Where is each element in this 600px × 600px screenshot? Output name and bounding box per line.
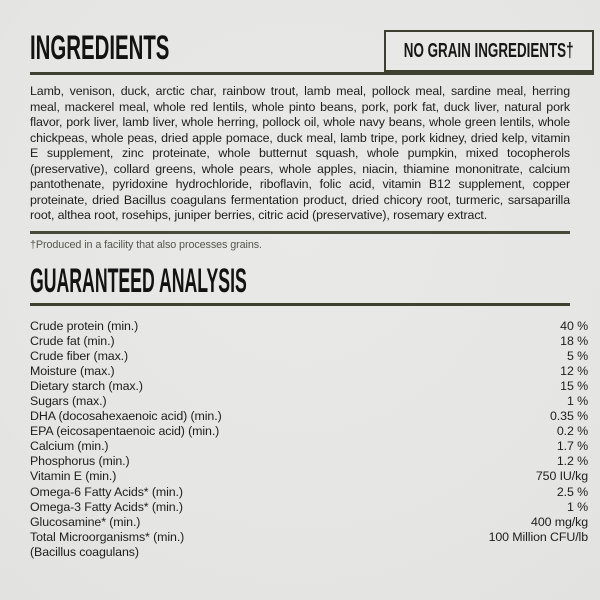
table-row [30,409,588,424]
table-row [30,515,588,530]
nutrient-label: Dietary starch (max.) [30,378,143,393]
facility-footnote: †Produced in a facility that also processes grains. [30,238,262,251]
guaranteed-analysis-heading-text: GUARANTEED ANALYSIS [30,261,247,300]
table-row [30,485,588,500]
ingredients-heading [30,31,262,72]
nutrient-label: (Bacillus coagulans) [30,544,139,559]
table-row [30,530,588,545]
table-row [30,319,588,334]
table-row [30,334,588,349]
nutrient-value: 18 % [560,333,588,348]
guaranteed-analysis-heading [30,261,570,306]
nutrient-label: Glucosamine* (min.) [30,514,141,529]
ingredients-paragraph: Lamb, venison, duck, arctic char, rainbow trout, lamb meal, pollock meal, sardine meal, herring meal, mackerel meal, whole red lentils, whole pinto beans, pork, pork fat, duck liver, natural pork flavor, pork liver, lamb liver, whole herring, pollock oil, whole navy beans, whole green lentils, whole chickpeas, whole peas, dried apple pomace, duck meal, lamb tripe, pork kidney, dried kelp, vitamin E supplement, zinc proteinate, whole butternut squash, whole pumpkin, mixed tocopherols (preservative), collard greens, whole pears, whole apples, niacin, thiamine mononitrate, calcium pantothenate, pyridoxine hydrochloride, riboflavin, folic acid, vitamin B12 supplement, copper proteinate, dried Bacillus coagulans fermentation product, dried chicory root, turmeric, sarsaparilla root, althea root, rosehips, juniper berries, citric acid (preservative), rosemary extract. [30,84,570,222]
nutrient-label: DHA (docosahexaenoic acid) (min.) [30,409,222,424]
table-row [30,349,588,364]
nutrient-value: 0.2 % [556,424,588,439]
nutrient-label: Omega-6 Fatty Acids* (min.) [30,484,183,499]
nutrient-value: 12 % [560,363,588,378]
table-row [30,424,588,439]
nutrient-label: Moisture (max.) [30,363,115,378]
ingredients-heading-text: INGREDIENTS [30,29,170,67]
nutrient-value: 15 % [560,378,588,393]
table-row [30,545,588,560]
ingredients-header-row [30,30,594,75]
nutrient-label: Vitamin E (min.) [30,469,117,484]
nutrient-value: 1 % [566,393,588,408]
nutrient-label: Sugars (max.) [30,393,107,408]
ingredients-divider-rule [30,231,570,234]
nutrient-value: 400 mg/kg [531,514,588,529]
nutrient-label: Crude fat (min.) [30,333,115,348]
table-row [30,394,588,409]
nutrient-value: 1.7 % [556,439,588,454]
guaranteed-analysis-table [30,319,588,561]
nutrient-label: Omega-3 Fatty Acids* (min.) [30,499,183,514]
nutrient-label: Crude protein (min.) [30,318,139,333]
no-grain-badge [384,30,594,72]
table-row [30,439,588,454]
nutrient-value: 750 IU/kg [535,469,588,484]
nutrient-value: 40 % [560,318,588,333]
nutrient-value: 100 Million CFU/lb [488,529,588,544]
no-grain-badge-label: NO GRAIN INGREDIENTS† [404,39,574,62]
table-row [30,379,588,394]
nutrient-value: 5 % [566,348,588,363]
table-row [30,364,588,379]
nutrient-label: Phosphorus (min.) [30,454,130,469]
table-row [30,500,588,515]
table-row [30,469,588,484]
nutrient-value: 0.35 % [550,409,588,424]
nutrient-label: Total Microorganisms* (min.) [30,529,185,544]
nutrient-label: Crude fiber (max.) [30,348,129,363]
nutrient-label: EPA (eicosapentaenoic acid) (min.) [30,424,220,439]
nutrient-label: Calcium (min.) [30,439,109,454]
nutrient-value: 1.2 % [556,454,588,469]
nutrient-value: 1 % [566,499,588,514]
nutrient-value: 2.5 % [556,484,588,499]
table-row [30,454,588,469]
